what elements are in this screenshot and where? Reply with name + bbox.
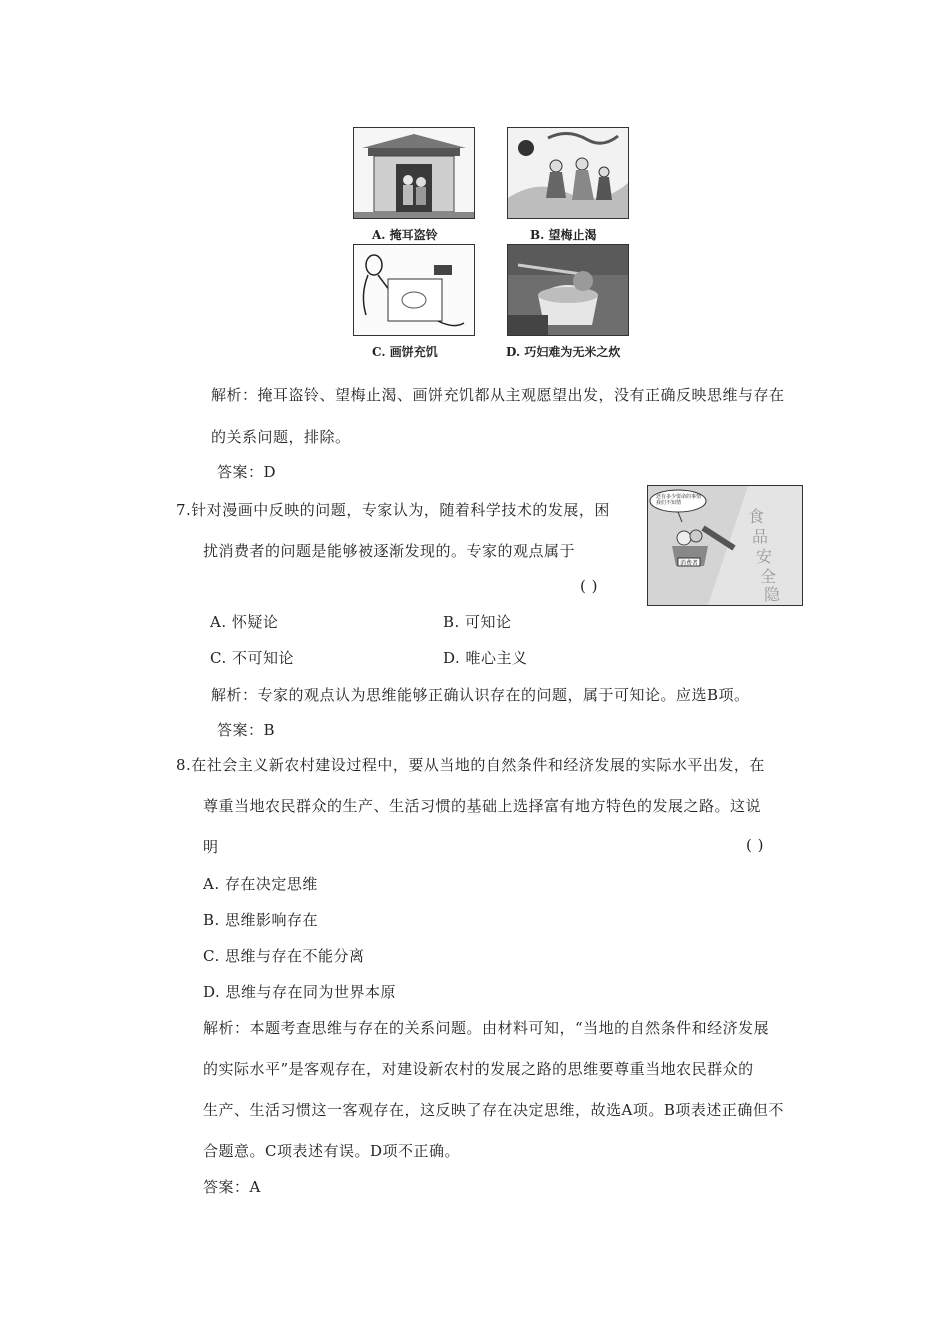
q8-analysis-line-1: 解析：本题考查思维与存在的关系问题。由材料可知，“当地的自然条件和经济发展	[203, 1019, 770, 1037]
q6-analysis-line-2: 的关系问题，排除。	[211, 428, 351, 446]
q8-answer: 答案：A	[203, 1178, 261, 1196]
cartoon-bubble-text: 还有多少要命的事情我们不知情	[656, 494, 702, 506]
q7-stem-line-1: 7.针对漫画中反映的问题，专家认为，随着科学技术的发展，困	[176, 501, 610, 519]
soldiers-illustration	[508, 128, 628, 218]
svg-text:食: 食	[748, 507, 765, 526]
figure-a-image	[353, 127, 475, 219]
q8-option-d: D. 思维与存在同为世界本原	[203, 983, 397, 1001]
q8-stem-line-2: 尊重当地农民群众的生产、生活习惯的基础上选择富有地方特色的发展之路。这说	[203, 797, 762, 815]
q7-answer-blank: ( )	[580, 577, 598, 595]
q8-answer-blank: ( )	[746, 836, 764, 854]
q7-stem-line-2: 扰消费者的问题是能够被逐渐发现的。专家的观点属于	[203, 542, 576, 560]
q8-option-a: A. 存在决定思维	[203, 875, 318, 893]
empty-bowl-photo	[508, 245, 628, 335]
figure-c-image	[353, 244, 475, 336]
q8-analysis-line-3: 生产、生活习惯这一客观存在，这反映了存在决定思维，故选A项。B项表述正确但不	[203, 1101, 784, 1119]
q8-option-b: B. 思维影响存在	[203, 911, 319, 929]
svg-text:隐: 隐	[764, 585, 781, 604]
q7-analysis: 解析：专家的观点认为思维能够正确认识存在的问题，属于可知论。应选B项。	[211, 686, 750, 704]
q7-option-c: C. 不可知论	[210, 649, 294, 667]
gate-illustration	[354, 128, 474, 218]
q7-cartoon-image	[647, 485, 803, 606]
q7-answer: 答案：B	[217, 721, 276, 739]
figure-b-image	[507, 127, 629, 219]
figure-a-caption: A. 掩耳盗铃	[372, 228, 438, 242]
q7-option-d: D. 唯心主义	[443, 649, 528, 667]
figure-c-caption: C. 画饼充饥	[372, 345, 438, 359]
q6-answer: 答案：D	[217, 463, 277, 481]
q8-stem-line-1: 8.在社会主义新农村建设过程中，要从当地的自然条件和经济发展的实际水平出发，在	[176, 756, 765, 774]
q7-option-b: B. 可知论	[443, 613, 512, 631]
q8-analysis-line-4: 合题意。C项表述有误。D项不正确。	[203, 1142, 461, 1160]
cartoon-consumer-label: 消费者	[680, 560, 699, 567]
svg-text:品: 品	[752, 527, 769, 546]
figure-b-caption: B. 望梅止渴	[530, 228, 597, 242]
svg-text:全: 全	[760, 567, 777, 586]
svg-text:安: 安	[756, 547, 773, 566]
q7-option-a: A. 怀疑论	[210, 613, 279, 631]
figure-d-caption: D. 巧妇难为无米之炊	[506, 345, 621, 359]
painted-cake-illustration	[354, 245, 474, 335]
q8-stem-line-3: 明	[203, 838, 219, 856]
figure-d-image	[507, 244, 629, 336]
q6-analysis-line-1: 解析：掩耳盗铃、望梅止渴、画饼充饥都从主观愿望出发，没有正确反映思维与存在	[211, 386, 785, 404]
q8-option-c: C. 思维与存在不能分离	[203, 947, 365, 965]
q8-analysis-line-2: 的实际水平”是客观存在，对建设新农村的发展之路的思维要尊重当地农民群众的	[203, 1060, 754, 1078]
